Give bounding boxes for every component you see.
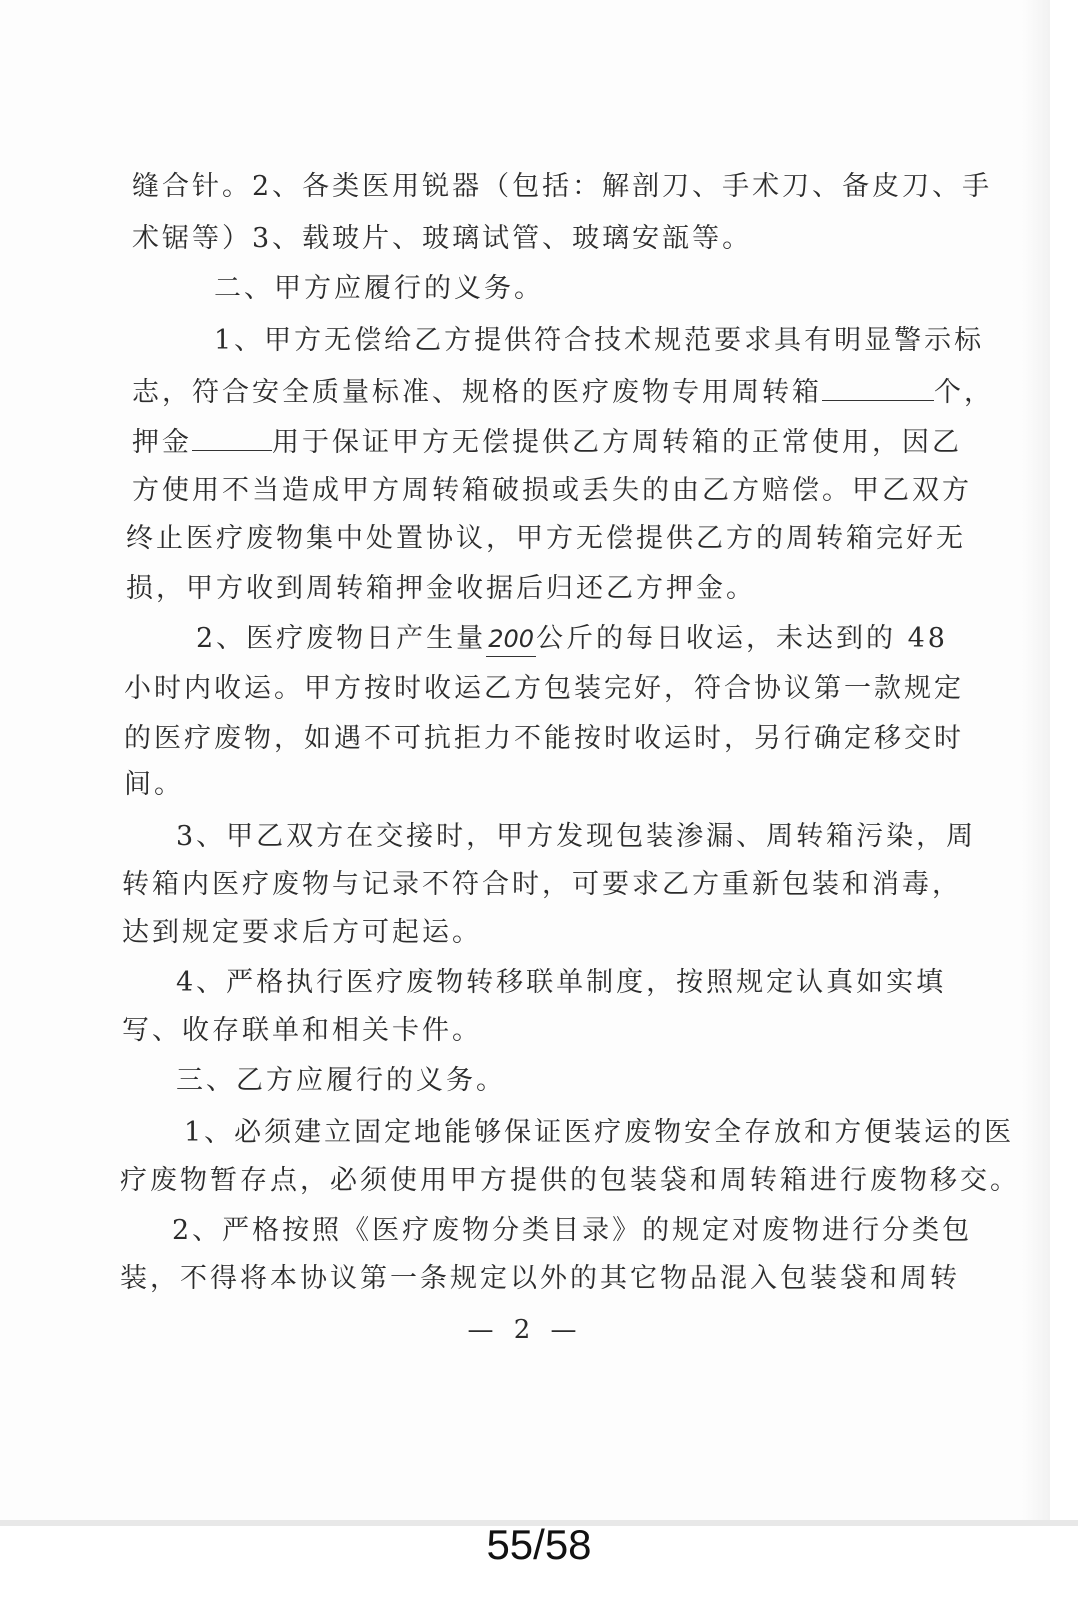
text-line: 2、严格按照《医疗废物分类目录》的规定对废物进行分类包 — [172, 1215, 973, 1246]
text-line: 写、收存联单和相关卡件。 — [122, 1015, 482, 1046]
page-edge-shadow — [1022, 0, 1050, 1520]
text-segment: 个， — [934, 377, 994, 408]
text-line: 术锯等）3、载玻片、玻璃试管、玻璃安瓿等。 — [132, 223, 753, 254]
text-line: 装，不得将本协议第一条规定以外的其它物品混入包装袋和周转 — [120, 1263, 960, 1294]
text-segment: 用于保证甲方无偿提供乙方周转箱的正常使用，因乙 — [272, 427, 962, 458]
page-counter: 55/58 — [486, 1521, 592, 1568]
text-segment: 2、医疗废物日产生量 — [196, 623, 487, 654]
text-line: 方使用不当造成甲方周转箱破损或丢失的由乙方赔偿。甲乙双方 — [132, 475, 972, 506]
text-line: 终止医疗废物集中处置协议，甲方无偿提供乙方的周转箱完好无 — [126, 523, 966, 554]
text-segment: 公斤的每日收运，未达到的 48 — [536, 623, 948, 654]
section-heading: 二、甲方应履行的义务。 — [214, 273, 544, 304]
text-line: 达到规定要求后方可起运。 — [122, 917, 482, 948]
text-line: 疗废物暂存点，必须使用甲方提供的包装袋和周转箱进行废物移交。 — [120, 1165, 1020, 1196]
text-segment: 志，符合安全质量标准、规格的医疗废物专用周转箱 — [132, 377, 822, 408]
page-number: — 2 — — [467, 1315, 583, 1345]
text-line: 4、严格执行医疗废物转移联单制度，按照规定认真如实填 — [176, 967, 947, 998]
text-line: 间。 — [124, 769, 184, 800]
fill-in-blank-deposit — [192, 424, 272, 451]
section-heading: 三、乙方应履行的义务。 — [176, 1065, 506, 1096]
text-line: 3、甲乙双方在交接时，甲方发现包装渗漏、周转箱污染，周 — [176, 821, 977, 852]
text-line: 缝合针。2、各类医用锐器（包括：解剖刀、手术刀、备皮刀、手 — [132, 171, 993, 202]
text-segment: 押金 — [132, 427, 192, 458]
text-line: 1、必须建立固定地能够保证医疗废物安全存放和方便装运的医 — [184, 1117, 1015, 1148]
handwritten-quantity: 200 — [486, 622, 536, 657]
text-line: 的医疗废物，如遇不可抗拒力不能按时收运时，另行确定移交时 — [124, 723, 964, 754]
text-line: 损，甲方收到周转箱押金收据后归还乙方押金。 — [126, 573, 756, 604]
text-line: 1、甲方无偿给乙方提供符合技术规范要求具有明显警示标 — [214, 325, 985, 356]
text-line: 转箱内医疗废物与记录不符合时，可要求乙方重新包装和消毒， — [122, 869, 962, 900]
text-line-with-blank — [132, 424, 962, 460]
text-line-with-handwriting — [196, 622, 948, 657]
text-line-with-blank — [132, 374, 994, 410]
fill-in-blank-quantity — [822, 374, 934, 401]
text-line: 小时内收运。甲方按时收运乙方包装完好，符合协议第一款规定 — [124, 673, 964, 704]
